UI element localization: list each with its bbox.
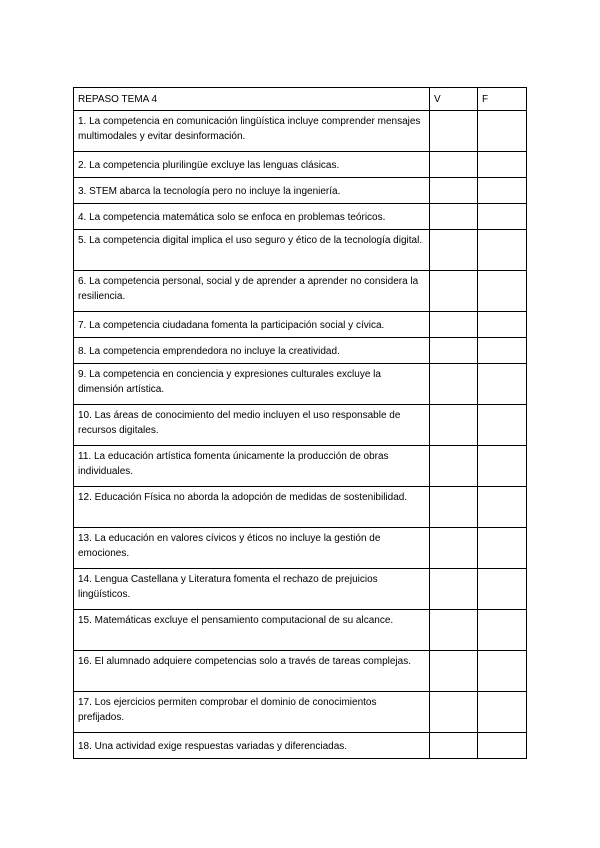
answer-f-cell[interactable] [478, 204, 527, 230]
question-text: 1. La competencia en comunicación lingüística incluye comprender mensajes multimodales y evitar desinformación. [74, 111, 430, 152]
table-row [74, 569, 527, 610]
answer-v-cell[interactable] [430, 692, 478, 733]
table-row [74, 610, 527, 651]
table-row [74, 446, 527, 487]
table-row [74, 651, 527, 692]
question-text: 7. La competencia ciudadana fomenta la participación social y cívica. [74, 312, 430, 338]
answer-v-cell[interactable] [430, 733, 478, 759]
question-text: 13. La educación en valores cívicos y éticos no incluye la gestión de emociones. [74, 528, 430, 569]
table-row [74, 528, 527, 569]
question-text: 2. La competencia plurilingüe excluye las lenguas clásicas. [74, 152, 430, 178]
column-v-header: V [430, 88, 478, 111]
answer-f-cell[interactable] [478, 528, 527, 569]
question-text: 9. La competencia en conciencia y expresiones culturales excluye la dimensión artística. [74, 364, 430, 405]
question-text: 15. Matemáticas excluye el pensamiento computacional de su alcance. [74, 610, 430, 651]
table-row [74, 338, 527, 364]
answer-v-cell[interactable] [430, 204, 478, 230]
answer-f-cell[interactable] [478, 111, 527, 152]
answer-f-cell[interactable] [478, 230, 527, 271]
table-row [74, 312, 527, 338]
answer-f-cell[interactable] [478, 692, 527, 733]
answer-f-cell[interactable] [478, 338, 527, 364]
table-row [74, 178, 527, 204]
question-text: 4. La competencia matemática solo se enfoca en problemas teóricos. [74, 204, 430, 230]
answer-v-cell[interactable] [430, 446, 478, 487]
answer-v-cell[interactable] [430, 271, 478, 312]
answer-v-cell[interactable] [430, 569, 478, 610]
answer-v-cell[interactable] [430, 230, 478, 271]
question-text: 14. Lengua Castellana y Literatura fomenta el rechazo de prejuicios lingüísticos. [74, 569, 430, 610]
table-row [74, 692, 527, 733]
table-row [74, 152, 527, 178]
question-text: 12. Educación Física no aborda la adopción de medidas de sostenibilidad. [74, 487, 430, 528]
question-text: 16. El alumnado adquiere competencias solo a través de tareas complejas. [74, 651, 430, 692]
answer-v-cell[interactable] [430, 111, 478, 152]
answer-v-cell[interactable] [430, 405, 478, 446]
answer-f-cell[interactable] [478, 487, 527, 528]
question-text: 6. La competencia personal, social y de aprender a aprender no considera la resiliencia. [74, 271, 430, 312]
answer-v-cell[interactable] [430, 178, 478, 204]
answer-v-cell[interactable] [430, 651, 478, 692]
answer-v-cell[interactable] [430, 610, 478, 651]
table-row [74, 111, 527, 152]
answer-f-cell[interactable] [478, 569, 527, 610]
answer-v-cell[interactable] [430, 338, 478, 364]
column-f-header: F [478, 88, 527, 111]
table-row [74, 364, 527, 405]
answer-f-cell[interactable] [478, 312, 527, 338]
answer-f-cell[interactable] [478, 733, 527, 759]
answer-v-cell[interactable] [430, 312, 478, 338]
question-text: 10. Las áreas de conocimiento del medio incluyen el uso responsable de recursos digitales. [74, 405, 430, 446]
answer-v-cell[interactable] [430, 528, 478, 569]
table-row [74, 733, 527, 759]
table-row [74, 230, 527, 271]
answer-f-cell[interactable] [478, 364, 527, 405]
question-text: 8. La competencia emprendedora no incluye la creatividad. [74, 338, 430, 364]
answer-f-cell[interactable] [478, 271, 527, 312]
review-table [73, 87, 527, 759]
table-row [74, 271, 527, 312]
question-text: 3. STEM abarca la tecnología pero no incluye la ingeniería. [74, 178, 430, 204]
question-text: 11. La educación artística fomenta únicamente la producción de obras individuales. [74, 446, 430, 487]
answer-v-cell[interactable] [430, 152, 478, 178]
question-text: 5. La competencia digital implica el uso seguro y ético de la tecnología digital. [74, 230, 430, 271]
answer-f-cell[interactable] [478, 651, 527, 692]
answer-f-cell[interactable] [478, 152, 527, 178]
answer-f-cell[interactable] [478, 178, 527, 204]
table-title: REPASO TEMA 4 [74, 88, 430, 111]
answer-v-cell[interactable] [430, 487, 478, 528]
question-text: 18. Una actividad exige respuestas variadas y diferenciadas. [74, 733, 430, 759]
table-row [74, 487, 527, 528]
answer-f-cell[interactable] [478, 405, 527, 446]
answer-f-cell[interactable] [478, 446, 527, 487]
table-header-row [74, 88, 527, 111]
question-text: 17. Los ejercicios permiten comprobar el dominio de conocimientos prefijados. [74, 692, 430, 733]
answer-f-cell[interactable] [478, 610, 527, 651]
table-row [74, 204, 527, 230]
answer-v-cell[interactable] [430, 364, 478, 405]
table-row [74, 405, 527, 446]
